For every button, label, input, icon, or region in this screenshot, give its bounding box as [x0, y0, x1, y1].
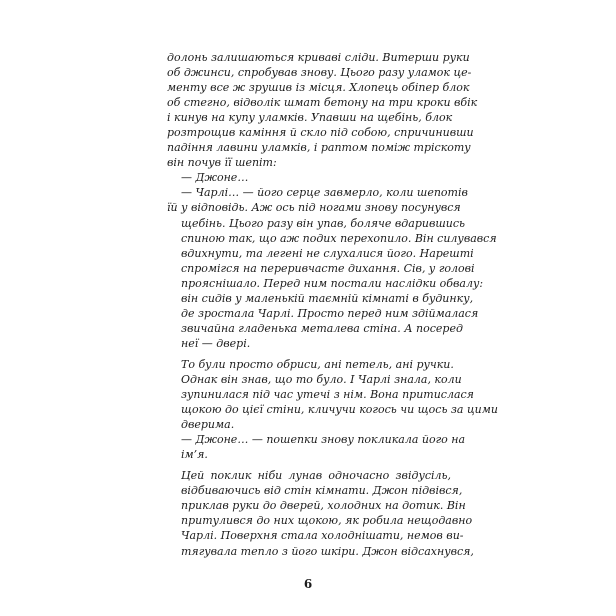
line: їй у відповідь. Аж ось під ногами знову посунувся — [167, 201, 461, 215]
line: прояснішало. Перед ним постали наслідки обвалу: — [181, 276, 484, 290]
body-text — [167, 50, 498, 559]
line: — Чарлі… — його серце завмерло, коли шепотів — [181, 186, 468, 200]
paragraph — [167, 468, 474, 558]
line: долонь залишаються криваві сліди. Витерши руки — [167, 51, 470, 64]
line: дверима. — [181, 418, 235, 432]
line: неї — двері. — [181, 336, 251, 350]
line: звичайна гладенька металева стіна. А посеред — [181, 321, 463, 335]
line: він сидів у маленькій таємній кімнаті в будинку, — [181, 291, 474, 305]
line: спромігся на переривчасте дихання. Сів, у голові — [181, 261, 475, 275]
line: зупинилася під час утечі з нім. Вона притислася — [181, 388, 474, 402]
line: щокою до цієї стіни, кличучи когось чи щось за цими — [181, 403, 498, 417]
line: об джинси, спробував знову. Цього разу уламок це- — [167, 66, 472, 80]
paragraph — [167, 432, 466, 462]
line: і кинув на купу уламків. Упавши на щебінь, блок — [167, 111, 453, 125]
line: щебінь. Цього разу він упав, боляче вдарившись — [181, 216, 466, 230]
line: тягувала тепло з його шкіри. Джон відсахнувся, — [181, 544, 474, 558]
line: Чарлі. Поверхня стала холоднішати, немов ви- — [181, 529, 464, 543]
line: приклав руки до дверей, холодних на дотик. Він — [181, 499, 466, 513]
paragraph — [167, 185, 497, 351]
line: притулився до них щокою, як робила нещодавно — [181, 514, 473, 528]
line: Цей поклик ніби лунав одночасно звідусіль, — [181, 469, 451, 483]
paragraph — [167, 170, 451, 185]
line: Однак він знав, що то було. І Чарлі знала, коли — [181, 372, 462, 386]
paragraph — [167, 50, 478, 170]
line: він почув її шепіт: — [167, 156, 277, 170]
page-number: 6 — [303, 577, 313, 591]
line: — Джоне… — пошепки знову покликала його на — [181, 433, 466, 447]
line: ім’я. — [181, 448, 208, 462]
line: вдихнути, та легені не слухалися його. Нарешті — [181, 246, 474, 260]
line: То були просто обриси, ані петель, ані ручки. — [181, 357, 454, 371]
paragraph — [167, 357, 498, 432]
line: відбиваючись від стін кімнати. Джон підвівся, — [181, 484, 463, 498]
line: падіння лавини уламків, і раптом поміж тріскоту — [167, 141, 471, 155]
line: розтрощив каміння й скло під собою, спричинивши — [167, 126, 474, 140]
line: — Джоне… — [181, 171, 249, 185]
line: спиною так, що аж подих перехопило. Він силувався — [181, 231, 497, 245]
line: де зростала Чарлі. Просто перед ним здіймалася — [181, 306, 479, 320]
line: менту все ж зрушив із місця. Хлопець обіпер блок — [167, 81, 470, 95]
line: об стегно, відволік шмат бетону на три кроки вбік — [167, 96, 478, 110]
